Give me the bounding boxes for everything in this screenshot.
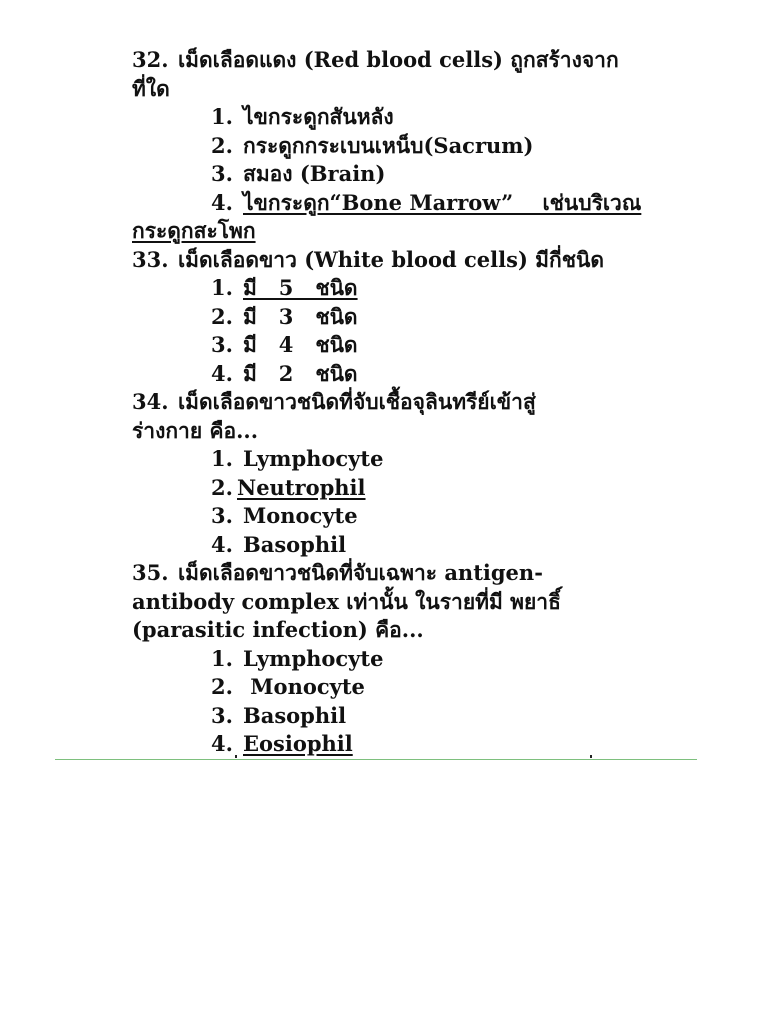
option-33-2: 2. มี 3 ชนิด bbox=[211, 303, 358, 329]
option-32-2: 2. กระดูกกระเบนเหน็บ(Sacrum) bbox=[211, 132, 534, 158]
question-text-continued: (parasitic infection) คือ... bbox=[132, 617, 424, 642]
option-34-3: 3. Monocyte bbox=[211, 503, 358, 528]
question-33 bbox=[132, 246, 692, 275]
question-text: เม็ดเลือดแดง (Red blood cells) ถูกสร้างจาก bbox=[178, 47, 619, 72]
option-32-1: 1. ไขกระดูกสันหลัง bbox=[211, 104, 394, 129]
stray-mark bbox=[235, 755, 237, 758]
option-32-3: 3. สมอง (Brain) bbox=[211, 161, 386, 186]
question-number: 34. bbox=[132, 389, 169, 414]
question-number: 32. bbox=[132, 47, 169, 72]
option-35-2: 2. Monocyte bbox=[211, 674, 365, 699]
question-number: 33. bbox=[132, 246, 169, 272]
question-35 bbox=[132, 559, 692, 588]
option-34-1: 1. Lymphocyte bbox=[211, 446, 384, 471]
question-34 bbox=[132, 388, 692, 417]
option-32-4-answer: 4. ไขกระดูก“Bone Marrow” เช่นบริเวณ bbox=[211, 189, 642, 215]
option-33-4: 4. มี 2 ชนิด bbox=[211, 360, 358, 386]
option-33-3: 3. มี 4 ชนิด bbox=[211, 332, 358, 357]
option-35-1: 1. Lymphocyte bbox=[211, 645, 384, 671]
option-33-1-answer: 1. มี 5 ชนิด bbox=[211, 275, 358, 300]
question-text-continued: ร่างกาย คือ... bbox=[132, 417, 259, 443]
option-35-3: 3. Basophil bbox=[211, 702, 347, 728]
stray-mark bbox=[590, 755, 592, 758]
option-32-4-continued: กระดูกสะโพก bbox=[132, 218, 256, 243]
question-text-continued: antibody complex เท่านั้น ในรายที่มี พยาธิ์ bbox=[132, 588, 561, 614]
question-32 bbox=[132, 46, 692, 75]
option-34-4: 4. Basophil bbox=[211, 531, 347, 557]
question-text-continued: ที่ใด bbox=[132, 75, 170, 101]
question-text: เม็ดเลือดขาวชนิดที่จับเชื้อจุลินทรีย์เข้าสู่ bbox=[178, 389, 536, 414]
option-35-4-answer: 4. Eosiophil bbox=[211, 731, 353, 756]
question-text: เม็ดเลือดขาว (White blood cells) มีกี่ชนิด bbox=[178, 246, 604, 272]
question-text: เม็ดเลือดขาวชนิดที่จับเฉพาะ antigen- bbox=[178, 560, 543, 585]
page-divider-line bbox=[55, 759, 697, 760]
option-34-2-answer: 2. Neutrophil bbox=[211, 474, 366, 500]
quiz-content bbox=[132, 46, 692, 759]
question-number: 35. bbox=[132, 560, 169, 585]
